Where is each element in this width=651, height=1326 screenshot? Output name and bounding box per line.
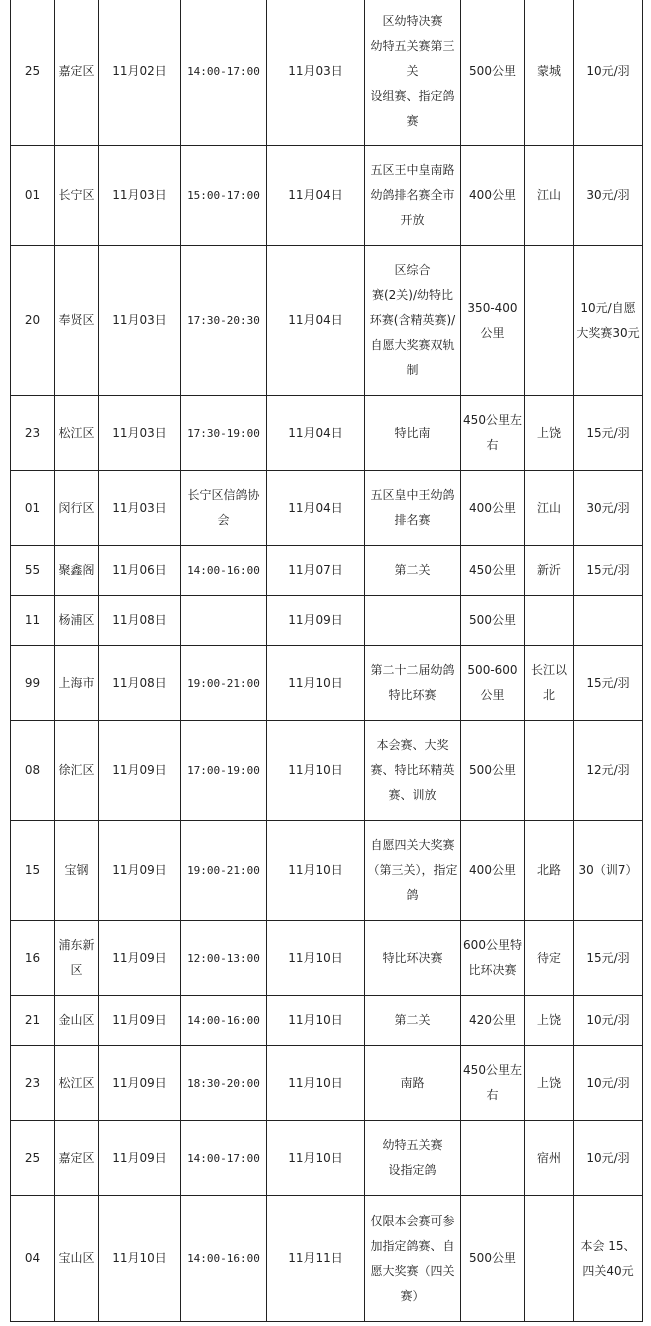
table-row <box>11 246 643 396</box>
cell-arrival-date: 11月10日 <box>267 821 365 921</box>
cell-release-date: 11月10日 <box>99 1196 181 1322</box>
cell-fee: 30元/羽 <box>574 146 643 246</box>
table-row <box>11 471 643 546</box>
cell-release-date: 11月03日 <box>99 146 181 246</box>
cell-location: 待定 <box>525 921 574 996</box>
cell-distance: 450公里左右 <box>461 396 525 471</box>
cell-fee: 30元/羽 <box>574 471 643 546</box>
table-row <box>11 1196 643 1322</box>
cell-release-date: 11月09日 <box>99 996 181 1046</box>
table-row <box>11 0 643 146</box>
cell-code: 55 <box>11 546 55 596</box>
cell-race <box>365 596 461 646</box>
cell-location <box>525 246 574 396</box>
cell-distance: 500公里 <box>461 596 525 646</box>
cell-release-date: 11月09日 <box>99 721 181 821</box>
cell-arrival-date: 11月10日 <box>267 1121 365 1196</box>
cell-code: 01 <box>11 146 55 246</box>
table-row <box>11 596 643 646</box>
cell-release-date: 11月08日 <box>99 596 181 646</box>
cell-arrival-date: 11月10日 <box>267 921 365 996</box>
cell-district: 嘉定区 <box>55 1121 99 1196</box>
cell-arrival-date: 11月04日 <box>267 471 365 546</box>
cell-arrival-date: 11月04日 <box>267 246 365 396</box>
cell-release-time: 19:00-21:00 <box>181 646 267 721</box>
cell-district: 嘉定区 <box>55 0 99 146</box>
cell-fee: 15元/羽 <box>574 921 643 996</box>
table-row <box>11 146 643 246</box>
cell-release-time: 14:00-16:00 <box>181 996 267 1046</box>
table-row <box>11 996 643 1046</box>
cell-district: 松江区 <box>55 1046 99 1121</box>
cell-location <box>525 1196 574 1322</box>
cell-arrival-date: 11月10日 <box>267 1046 365 1121</box>
cell-location: 宿州 <box>525 1121 574 1196</box>
cell-location: 上饶 <box>525 396 574 471</box>
table-row <box>11 396 643 471</box>
cell-release-time: 14:00-17:00 <box>181 0 267 146</box>
cell-release-time: 17:00-19:00 <box>181 721 267 821</box>
cell-race: 特比环决赛 <box>365 921 461 996</box>
table-row <box>11 546 643 596</box>
cell-race: 幼特五关赛 设指定鸽 <box>365 1121 461 1196</box>
cell-race: 区幼特决赛 幼特五关赛第三关 设组赛、指定鸽赛 <box>365 0 461 146</box>
cell-fee <box>574 596 643 646</box>
cell-release-date: 11月03日 <box>99 246 181 396</box>
cell-distance: 420公里 <box>461 996 525 1046</box>
cell-arrival-date: 11月09日 <box>267 596 365 646</box>
table-row <box>11 1046 643 1121</box>
cell-release-time: 17:30-19:00 <box>181 396 267 471</box>
cell-release-time: 14:00-16:00 <box>181 546 267 596</box>
cell-district: 宝钢 <box>55 821 99 921</box>
cell-release-time: 18:30-20:00 <box>181 1046 267 1121</box>
cell-district: 上海市 <box>55 646 99 721</box>
cell-district: 长宁区 <box>55 146 99 246</box>
table-row <box>11 646 643 721</box>
cell-district: 宝山区 <box>55 1196 99 1322</box>
cell-race: 自愿四关大奖赛（第三关），指定鸽 <box>365 821 461 921</box>
cell-distance: 500公里 <box>461 1196 525 1322</box>
cell-code: 16 <box>11 921 55 996</box>
cell-arrival-date: 11月03日 <box>267 0 365 146</box>
cell-code: 21 <box>11 996 55 1046</box>
cell-race: 五区王中皇南路幼鸽排名赛全市开放 <box>365 146 461 246</box>
cell-code: 01 <box>11 471 55 546</box>
cell-district: 奉贤区 <box>55 246 99 396</box>
cell-fee: 15元/羽 <box>574 646 643 721</box>
cell-distance: 450公里 <box>461 546 525 596</box>
cell-distance: 400公里 <box>461 146 525 246</box>
cell-release-time: 14:00-16:00 <box>181 1196 267 1322</box>
cell-arrival-date: 11月04日 <box>267 146 365 246</box>
cell-race: 特比南 <box>365 396 461 471</box>
cell-location <box>525 596 574 646</box>
cell-fee: 15元/羽 <box>574 396 643 471</box>
cell-release-date: 11月03日 <box>99 471 181 546</box>
cell-fee: 15元/羽 <box>574 546 643 596</box>
cell-release-time: 17:30-20:30 <box>181 246 267 396</box>
cell-distance: 450公里左右 <box>461 1046 525 1121</box>
cell-location: 江山 <box>525 146 574 246</box>
cell-code: 99 <box>11 646 55 721</box>
table-row <box>11 721 643 821</box>
cell-distance: 600公里特比环决赛 <box>461 921 525 996</box>
cell-release-date: 11月02日 <box>99 0 181 146</box>
cell-district: 浦东新区 <box>55 921 99 996</box>
cell-arrival-date: 11月10日 <box>267 721 365 821</box>
cell-fee: 10元/羽 <box>574 996 643 1046</box>
race-schedule-table <box>10 0 643 1322</box>
cell-district: 金山区 <box>55 996 99 1046</box>
cell-code: 04 <box>11 1196 55 1322</box>
cell-code: 23 <box>11 396 55 471</box>
cell-fee: 12元/羽 <box>574 721 643 821</box>
cell-race: 第二关 <box>365 996 461 1046</box>
cell-district: 杨浦区 <box>55 596 99 646</box>
cell-location <box>525 721 574 821</box>
cell-distance: 500-600公里 <box>461 646 525 721</box>
cell-district: 松江区 <box>55 396 99 471</box>
cell-release-time: 19:00-21:00 <box>181 821 267 921</box>
cell-distance: 500公里 <box>461 0 525 146</box>
cell-fee: 10元/羽 <box>574 1046 643 1121</box>
cell-arrival-date: 11月04日 <box>267 396 365 471</box>
cell-district: 徐汇区 <box>55 721 99 821</box>
cell-location: 长江以北 <box>525 646 574 721</box>
cell-release-time: 12:00-13:00 <box>181 921 267 996</box>
cell-release-time: 15:00-17:00 <box>181 146 267 246</box>
cell-race: 仅限本会赛可参加指定鸽赛、自愿大奖赛（四关赛） <box>365 1196 461 1322</box>
cell-code: 25 <box>11 1121 55 1196</box>
cell-release-time: 长宁区信鸽协会 <box>181 471 267 546</box>
cell-code: 20 <box>11 246 55 396</box>
cell-location: 江山 <box>525 471 574 546</box>
cell-location: 上饶 <box>525 996 574 1046</box>
cell-fee: 本会 15、四关40元 <box>574 1196 643 1322</box>
cell-arrival-date: 11月07日 <box>267 546 365 596</box>
table-row <box>11 821 643 921</box>
cell-distance: 400公里 <box>461 471 525 546</box>
cell-release-time <box>181 596 267 646</box>
cell-race: 区综合 赛(2关)/幼特比环赛(含精英赛)/自愿大奖赛双轨制 <box>365 246 461 396</box>
cell-fee: 10元/羽 <box>574 1121 643 1196</box>
cell-code: 25 <box>11 0 55 146</box>
cell-release-date: 11月09日 <box>99 821 181 921</box>
table-body <box>11 0 643 1322</box>
cell-race: 南路 <box>365 1046 461 1121</box>
cell-release-date: 11月08日 <box>99 646 181 721</box>
cell-location: 上饶 <box>525 1046 574 1121</box>
table-row <box>11 921 643 996</box>
cell-release-date: 11月03日 <box>99 396 181 471</box>
cell-fee: 10元/羽 <box>574 0 643 146</box>
cell-release-date: 11月09日 <box>99 1046 181 1121</box>
cell-distance: 400公里 <box>461 821 525 921</box>
cell-race: 五区皇中王幼鸽排名赛 <box>365 471 461 546</box>
cell-distance <box>461 1121 525 1196</box>
table-row <box>11 1121 643 1196</box>
cell-fee: 10元/自愿大奖赛30元 <box>574 246 643 396</box>
cell-location: 新沂 <box>525 546 574 596</box>
cell-district: 聚鑫阁 <box>55 546 99 596</box>
cell-fee: 30（训7） <box>574 821 643 921</box>
cell-distance: 500公里 <box>461 721 525 821</box>
cell-district: 闵行区 <box>55 471 99 546</box>
cell-race: 本会赛、大奖赛、特比环精英赛、训放 <box>365 721 461 821</box>
cell-release-date: 11月09日 <box>99 1121 181 1196</box>
cell-release-date: 11月06日 <box>99 546 181 596</box>
cell-race: 第二十二届幼鸽特比环赛 <box>365 646 461 721</box>
cell-arrival-date: 11月11日 <box>267 1196 365 1322</box>
cell-location: 蒙城 <box>525 0 574 146</box>
cell-location: 北路 <box>525 821 574 921</box>
cell-release-date: 11月09日 <box>99 921 181 996</box>
cell-distance: 350-400公里 <box>461 246 525 396</box>
cell-release-time: 14:00-17:00 <box>181 1121 267 1196</box>
cell-arrival-date: 11月10日 <box>267 646 365 721</box>
cell-code: 23 <box>11 1046 55 1121</box>
cell-code: 15 <box>11 821 55 921</box>
cell-code: 11 <box>11 596 55 646</box>
cell-arrival-date: 11月10日 <box>267 996 365 1046</box>
cell-race: 第二关 <box>365 546 461 596</box>
cell-code: 08 <box>11 721 55 821</box>
